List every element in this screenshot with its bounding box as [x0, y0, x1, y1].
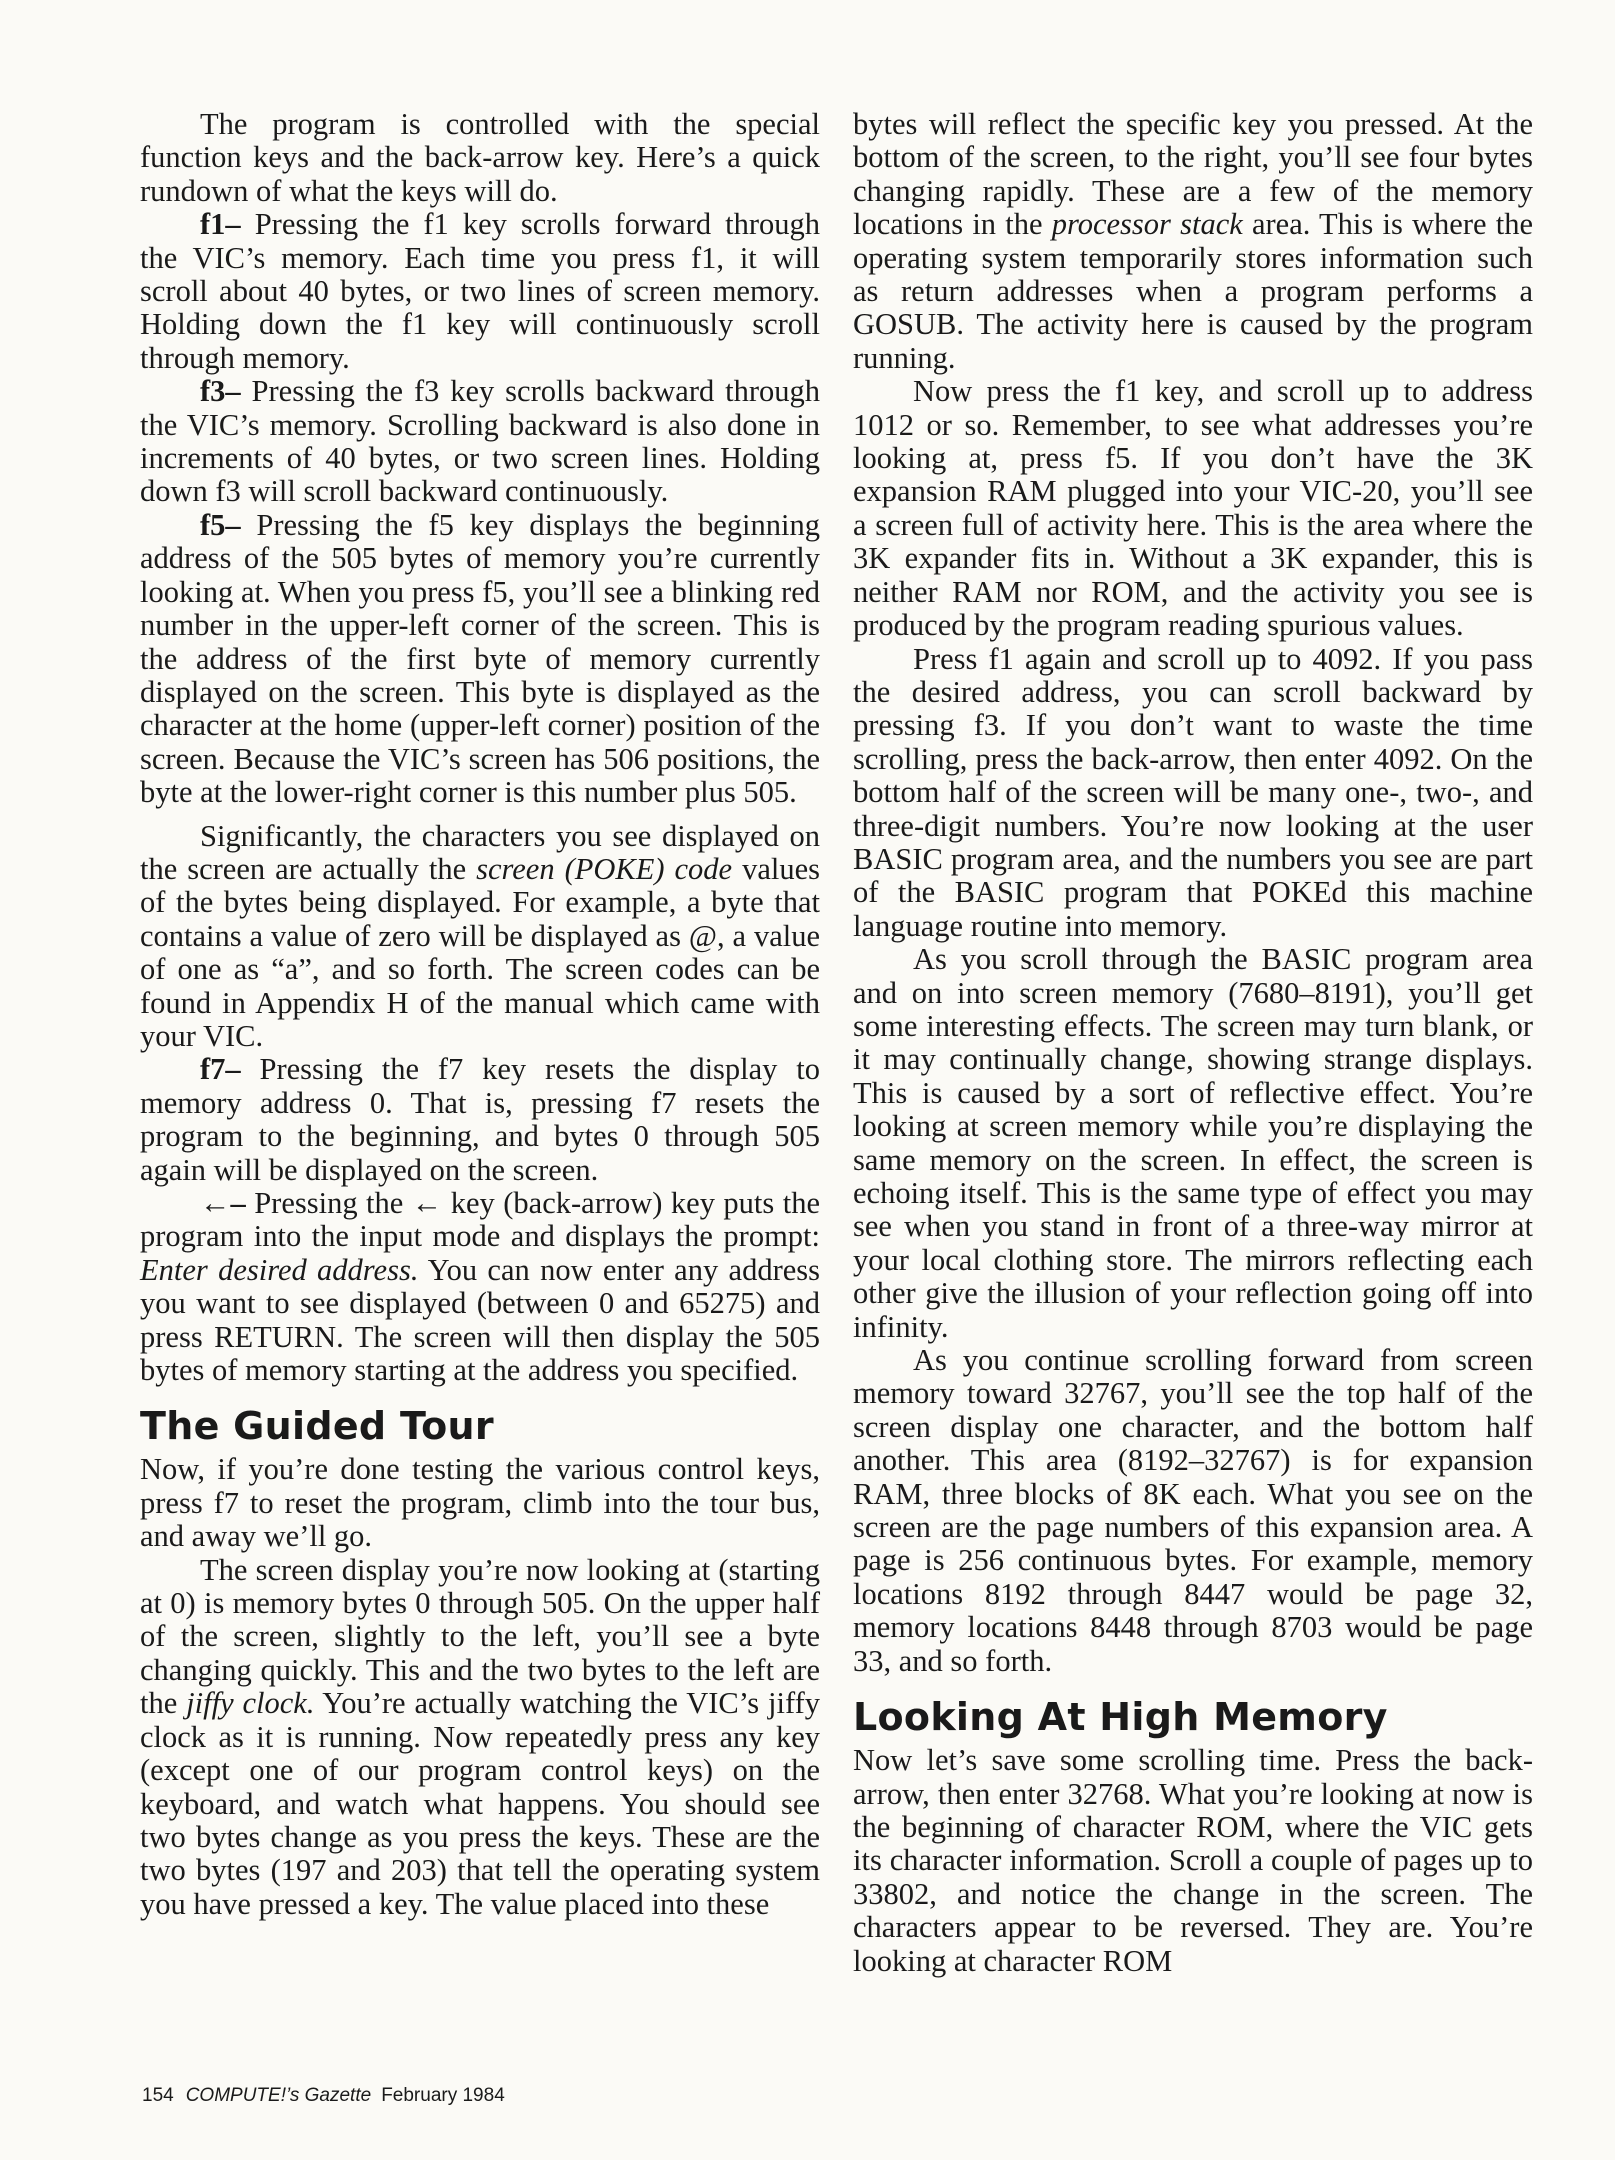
- f1-paragraph: f1– Pressing the f1 key scrolls forward through the VIC’s memory. Each time you press f1, it will scroll about 40 bytes, or two lines of screen memory. Holding down the f1 key will continuously scroll through memory.: [140, 207, 820, 375]
- expansion-ram-paragraph: As you continue scrolling forward from screen memory toward 32767, you’ll see the top half of the screen display one character, and the bottom half another. This area (8192–32767) is for expansion RAM, three blocks of 8K each. What you see on the screen are the page numbers of this expansion area. A page is 256 continuous bytes. For example, memory locations 8192 through 8447 would be page 32, memory locations 8448 through 8703 would be page 33, and so forth.: [853, 1343, 1533, 1678]
- f3-key-label: f3–: [200, 374, 241, 409]
- left-column: [140, 108, 820, 1921]
- issue-date: February 1984: [381, 2085, 505, 2106]
- right-column: [853, 108, 1533, 1978]
- f3-paragraph: f3– Pressing the f3 key scrolls backward through the VIC’s memory. Scrolling backward is also done in increments of 40 bytes, or two screen lines. Holding down f3 will scroll backward continuously.: [140, 374, 820, 509]
- back-arrow-key-label: ←–: [200, 1186, 246, 1220]
- continued-paragraph: bytes will reflect the specific key you pressed. At the bottom of the screen, to the right, you’ll see four bytes changing rapidly. These are a few of the memory locations in the processor stack area. This is where the operating system temporarily stores information such as return addresses when a program performs a GOSUB. The activity here is caused by the program running.: [853, 107, 1533, 375]
- intro-paragraph: The program is controlled with the special function keys and the back-arrow key. Here’s a quick rundown of what the keys will do.: [140, 107, 820, 208]
- screen-code-paragraph: Significantly, the characters you see displayed on the screen are actually the screen (POKE) code values of the bytes being displayed. For example, a byte that contains a value of zero will be displayed as @, a value of one as “a”, and so forth. The screen codes can be found in Appendix H of the manual which came with your VIC.: [140, 818, 820, 1053]
- tour-paragraph-2: The screen display you’re now looking at (starting at 0) is memory bytes 0 through 505. On the upper half of the screen, slightly to the left, you’ll see a byte changing quickly. This and the two bytes to the left are the jiffy clock. You’re actually watching the VIC’s jiffy clock as it is running. Now repeatedly press any key (except one of our program control keys) on the keyboard, and watch what happens. You should see two bytes change as you press the keys. These are the two bytes (197 and 203) that tell the operating system you have pressed a key. The value placed into these: [140, 1552, 820, 1921]
- page-footer: [142, 2085, 505, 2107]
- f7-key-label: f7–: [200, 1052, 241, 1087]
- f5-key-label: f5–: [200, 507, 241, 542]
- address-1012-paragraph: Now press the f1 key, and scroll up to address 1012 or so. Remember, to see what addresses you’re looking at, press f5. If you don’t have the 3K expansion RAM plugged into your VIC-20, you’ll see a screen full of activity here. This is the area where the 3K expander fits in. Without a 3K expander, this is neither RAM nor ROM, and the activity you see is produced by the program reading spurious values.: [853, 374, 1533, 643]
- magazine-name: COMPUTE!’s Gazette: [185, 2085, 372, 2106]
- high-memory-paragraph: Now let’s save some scrolling time. Press the back-arrow, then enter 32768. What you’re looking at now is the beginning of character ROM, where the VIC gets its character information. Scroll a couple of pages up to 33802, and notice the change in the screen. The characters appear to be reversed. They are. You’re looking at character ROM: [853, 1743, 1533, 1978]
- back-arrow-paragraph: ←– Pressing the ← key (back-arrow) key puts the program into the input mode and displays the prompt: Enter desired address. You can now enter any address you want to see displayed (between 0 and 65275) and press RETURN. The screen will then display the 505 bytes of memory starting at the address you specified.: [140, 1186, 821, 1388]
- f7-paragraph: f7– Pressing the f7 key resets the display to memory address 0. That is, pressing f7 resets the program to the beginning, and bytes 0 through 505 again will be displayed on the screen.: [140, 1052, 820, 1187]
- page-number: 154: [142, 2085, 174, 2106]
- f5-paragraph: f5– Pressing the f5 key displays the beginning address of the 505 bytes of memory you’re currently looking at. When you press f5, you’ll see a blinking red number in the upper-left corner of the screen. This is the address of the first byte of memory currently displayed on the screen. This byte is displayed as the character at the home (upper-left corner) position of the screen. Because the VIC’s screen has 506 positions, the byte at the lower-right corner is this number plus 505.: [140, 507, 820, 810]
- address-4092-paragraph: Press f1 again and scroll up to 4092. If you pass the desired address, you can scroll backward by pressing f3. If you don’t want to waste the time scrolling, press the back-arrow, then enter 4092. On the bottom half of the screen will be many one-, two-, and three-digit numbers. You’re now looking at the user BASIC program area, and the numbers you see are part of the BASIC program that POKEd this machine language routine into memory.: [853, 641, 1533, 943]
- heading-guided-tour: The Guided Tour: [140, 1404, 494, 1449]
- tour-paragraph-1: Now, if you’re done testing the various control keys, press f7 to reset the program, climb into the tour bus, and away we’ll go.: [140, 1452, 820, 1554]
- heading-high-memory: Looking At High Memory: [853, 1695, 1388, 1740]
- f1-key-label: f1–: [200, 207, 241, 242]
- screen-memory-paragraph: As you scroll through the BASIC program area and on into screen memory (7680–8191), you’ll get some interesting effects. The screen may turn blank, or it may continually change, showing strange displays. This is caused by a sort of reflective effect. You’re looking at screen memory while you’re displaying the same memory on the screen. In effect, the screen is echoing itself. This is the same type of effect you may see when you stand in front of a three-way mirror at your local clothing store. The mirrors reflecting each other give the illusion of your reflection going off into infinity.: [853, 942, 1533, 1344]
